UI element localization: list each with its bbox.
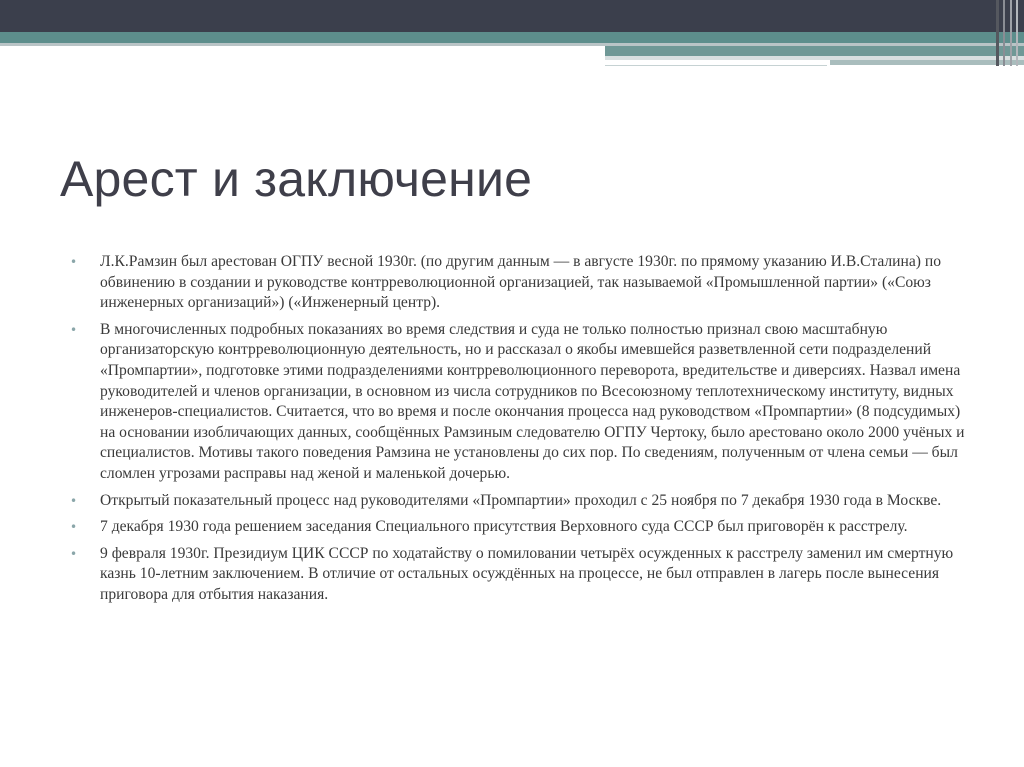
header-stripe [1016,0,1018,66]
header-band-accent [830,60,1024,65]
header-band-teal [0,32,1024,43]
header-stripe [1003,0,1005,66]
header-band-line [605,65,827,66]
header-band-teal-short [605,46,1024,56]
bullet-icon: • [70,520,78,535]
list-item-text: В многочисленных подробных показаниях во время следствия и суда не только полностью признал свою масштабную организаторскую контрреволюционную деятельность, но и рассказал о якобы имевшейся разветвленной сети подразделений «Промпартии», подготовке этими подразделениями контрреволюционного переворота, вредительстве и диверсиях. Назвал имена руководителей и членов организации, в основном из числа сотрудников по Всесоюзному теплотехническому институту, видных инженеров-специалистов. Считается, что во время и после окончания процесса над руководством «Промпартии» (8 подсудимых) на основании изобличающих данных, сообщённых Рамзиным следователю ОГПУ Чертоку, было арестовано около 2000 учёных и специалистов. Мотивы такого поведения Рамзина не установлены до сих пор. По сведениям, полученным от члена семьи — был сломлен угрозами расправы над женой и маленькой дочерью. [100,320,965,482]
list-item [68,544,978,606]
bullet-icon: • [70,322,78,337]
list-item-text: Открытый показательный процесс над руководителями «Промпартии» проходил с 25 ноября по 7 декабря 1930 года в Москве. [100,491,942,509]
header-stripe [996,0,999,66]
bullet-icon: • [70,255,78,269]
bullet-icon: • [70,546,78,561]
header-band-dark [0,0,1024,32]
bullet-icon: • [70,493,78,508]
list-item-text: Л.К.Рамзин был арестован ОГПУ весной 1930г. (по другим данным — в августе 1930г. по прямому указанию И.В.Сталина) по обвинению в создании и руководстве контрреволюционной организацией, так называемой «Промышленной партии» («Союз инженерных организаций») («Инженерный центр). [100,253,942,312]
list-item [68,491,978,512]
list-item [68,320,978,485]
list-item-text: 7 декабря 1930 года решением заседания Специального присутствия Верховного суда СССР был приговорён к расстрелу. [100,518,908,536]
list-item [68,517,978,538]
list-item [68,252,978,314]
list-item-text: 9 февраля 1930г. Президиум ЦИК СССР по ходатайству о помиловании четырёх осужденных к расстрелу заменил им смертную казнь 10-летним заключением. В отличие от остальных осуждённых на процессе, не был отправлен в лагерь после вынесения приговора для отбытия наказания. [100,544,954,603]
bullet-list [68,252,978,612]
slide-title: Арест и заключение [60,151,533,207]
header-stripe [1010,0,1012,66]
